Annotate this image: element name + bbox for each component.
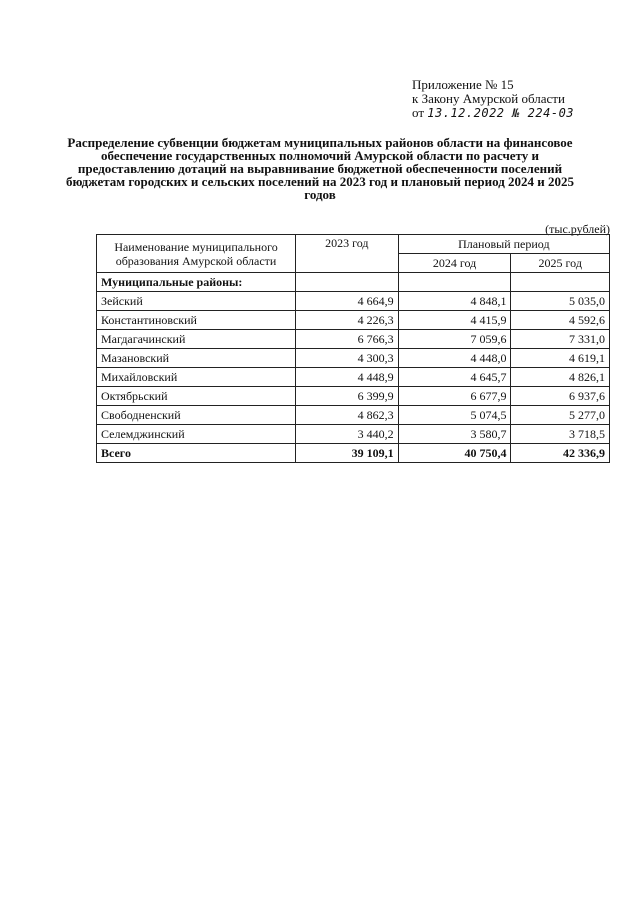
total-2025: 42 336,9	[511, 444, 610, 463]
row-2024: 6 677,9	[398, 387, 511, 406]
row-2025: 7 331,0	[511, 330, 610, 349]
row-name: Свободненский	[97, 406, 296, 425]
row-name: Константиновский	[97, 311, 296, 330]
table-row	[97, 425, 610, 444]
row-name: Зейский	[97, 292, 296, 311]
handwritten-date-number: 13.12.2022 № 224-03	[427, 106, 575, 120]
appendix-number: Приложение № 15	[412, 77, 514, 92]
row-2023: 4 300,3	[296, 349, 399, 368]
table-row	[97, 330, 610, 349]
total-row	[97, 444, 610, 463]
row-name: Магдагачинский	[97, 330, 296, 349]
total-2024: 40 750,4	[398, 444, 511, 463]
document-title: Распределение субвенции бюджетам муниципальных районов области на финансовое обеспечение государственных полномочий Амурской области по расчету и предоставлению дотаций на выравнивание бюджетной обеспеченности поселений бюджетам городских и сельских поселений на 2023 год и плановый период 2024 и 2025 годов	[65, 135, 575, 202]
section-label: Муниципальные районы:	[97, 273, 296, 292]
row-name: Октябрьский	[97, 387, 296, 406]
row-2024: 4 448,0	[398, 349, 511, 368]
row-2023: 6 399,9	[296, 387, 399, 406]
header-2023: 2023 год	[296, 235, 399, 273]
row-2025: 4 826,1	[511, 368, 610, 387]
table-row	[97, 406, 610, 425]
row-2025: 4 592,6	[511, 311, 610, 330]
row-2025: 5 277,0	[511, 406, 610, 425]
total-2023: 39 109,1	[296, 444, 399, 463]
row-2025: 3 718,5	[511, 425, 610, 444]
row-2023: 4 664,9	[296, 292, 399, 311]
row-2024: 4 415,9	[398, 311, 511, 330]
unit-label: (тыс.рублей)	[545, 222, 610, 236]
row-name: Мазановский	[97, 349, 296, 368]
row-2024: 4 848,1	[398, 292, 511, 311]
total-label: Всего	[97, 444, 296, 463]
row-2023: 4 862,3	[296, 406, 399, 425]
row-2023: 4 226,3	[296, 311, 399, 330]
table-row	[97, 387, 610, 406]
row-2024: 5 074,5	[398, 406, 511, 425]
header-2024: 2024 год	[398, 254, 511, 273]
header-name: Наименование муниципального образования Амурской области	[97, 235, 296, 273]
row-2024: 4 645,7	[398, 368, 511, 387]
table-row	[97, 292, 610, 311]
section-row	[97, 273, 610, 292]
appendix-block	[412, 78, 627, 120]
subvention-table	[96, 234, 610, 463]
row-2025: 6 937,6	[511, 387, 610, 406]
row-2025: 5 035,0	[511, 292, 610, 311]
row-name: Михайловский	[97, 368, 296, 387]
table-row	[97, 311, 610, 330]
row-2025: 4 619,1	[511, 349, 610, 368]
appendix-date-prefix: от	[412, 105, 425, 120]
row-2023: 4 448,9	[296, 368, 399, 387]
row-2024: 3 580,7	[398, 425, 511, 444]
appendix-law: к Закону Амурской области	[412, 91, 565, 106]
header-planned-period: Плановый период	[398, 235, 609, 254]
row-2024: 7 059,6	[398, 330, 511, 349]
table-row	[97, 349, 610, 368]
appendix-date-line	[412, 106, 627, 120]
row-name: Селемджинский	[97, 425, 296, 444]
table-row	[97, 368, 610, 387]
header-2025: 2025 год	[511, 254, 610, 273]
row-2023: 3 440,2	[296, 425, 399, 444]
row-2023: 6 766,3	[296, 330, 399, 349]
